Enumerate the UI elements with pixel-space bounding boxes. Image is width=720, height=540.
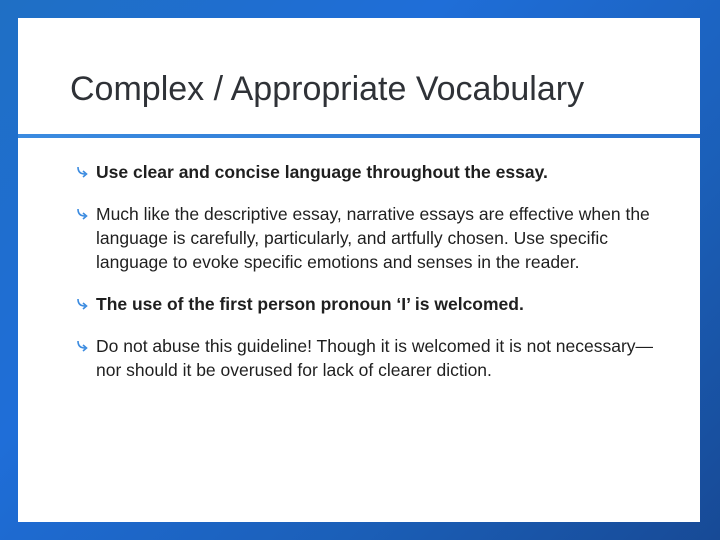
bullet-item <box>76 292 676 316</box>
title-area <box>18 18 700 134</box>
curved-arrow-icon <box>76 339 90 353</box>
bullet-text: Much like the descriptive essay, narrative essays are effective when the language is carefully, particularly, and artfully chosen. Use specific language to evoke specific emotions and senses in the reader. <box>96 204 650 272</box>
slide <box>18 18 700 522</box>
bullet-item <box>76 160 676 184</box>
curved-arrow-icon <box>76 207 90 221</box>
bullet-text: Use clear and concise language throughout the essay. <box>96 162 548 182</box>
title-divider <box>18 134 700 138</box>
bullet-item <box>76 202 676 274</box>
bullet-text: Do not abuse this guideline! Though it is welcomed it is not necessary—nor should it be overused for lack of clearer diction. <box>96 336 654 380</box>
bullet-item <box>76 334 676 382</box>
bullet-text: The use of the first person pronoun ‘I’ is welcomed. <box>96 294 524 314</box>
bullet-list <box>76 160 676 400</box>
curved-arrow-icon <box>76 297 90 311</box>
curved-arrow-icon <box>76 165 90 179</box>
slide-title: Complex / Appropriate Vocabulary <box>70 70 585 108</box>
